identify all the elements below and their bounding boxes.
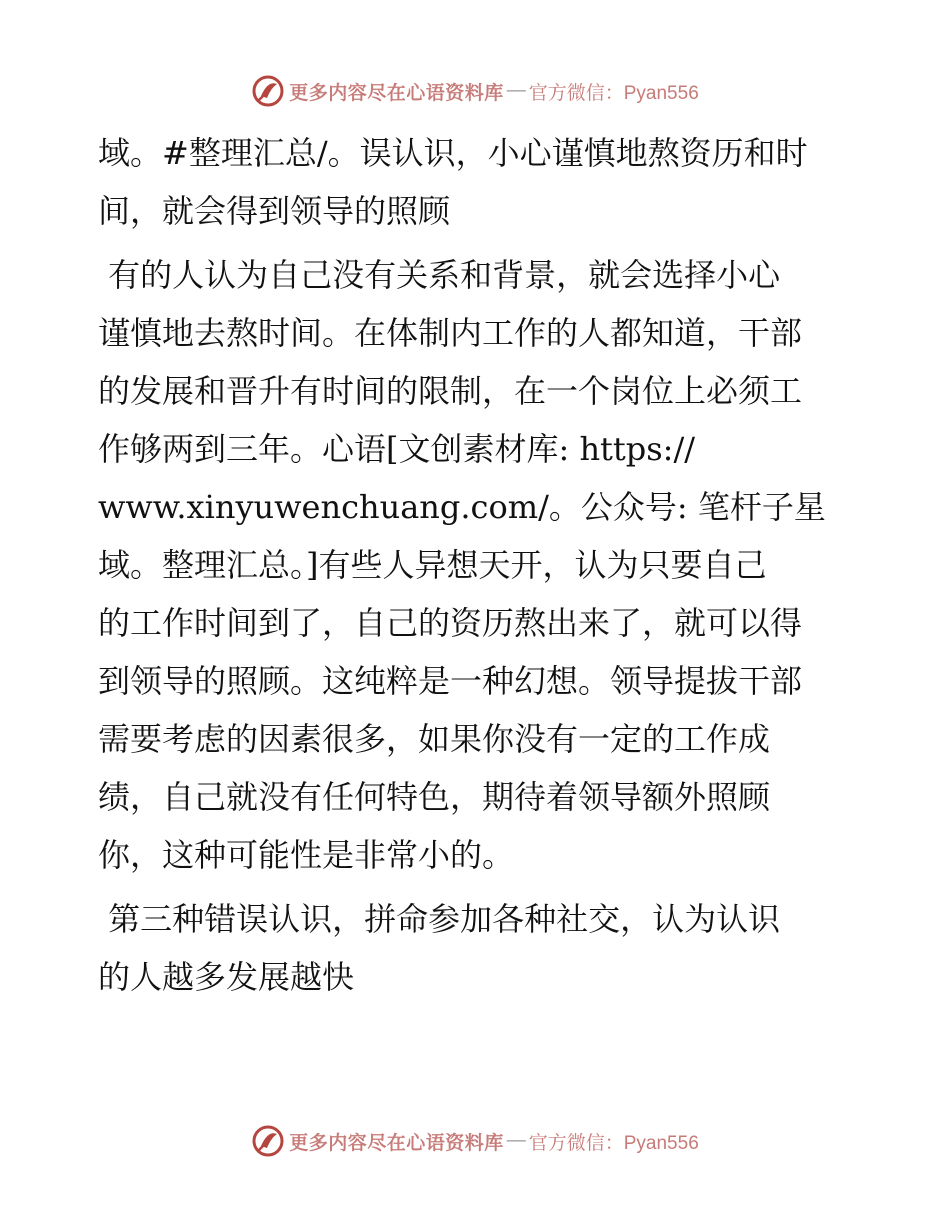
text-line: 第三种错误认识，拼命参加各种社交，认为认识 xyxy=(98,900,781,938)
text-line: 绩，自己就没有任何特色，期待着领导额外照顾 xyxy=(98,778,771,816)
header-brand-text: 更多内容尽在心语资料库 xyxy=(289,82,504,104)
document-body xyxy=(98,124,858,1006)
paragraph-2 xyxy=(98,246,858,884)
footer-wechat-text: 官方微信：Pyan556 xyxy=(528,1132,699,1154)
text-line: 到领导的照顾。这纯粹是一种幻想。领导提拔干部 xyxy=(98,662,803,700)
text-line: 需要考虑的因素很多，如果你没有一定的工作成 xyxy=(98,720,771,758)
text-line: 间，就会得到领导的照顾 xyxy=(98,192,451,230)
text-line: 谨慎地去熬时间。在体制内工作的人都知道，干部 xyxy=(98,314,803,352)
text-line: 的工作时间到了，自己的资历熬出来了，就可以得 xyxy=(98,604,803,642)
brand-logo-icon xyxy=(251,74,285,108)
text-line: 域。整理汇总。]有些人异想天开，认为只要自己 xyxy=(98,546,767,584)
watermark-footer xyxy=(0,1124,950,1158)
header-wechat-text: 官方微信：Pyan556 xyxy=(528,82,699,104)
paragraph-3 xyxy=(98,890,858,1006)
watermark-header xyxy=(0,74,950,108)
text-line: 你，这种可能性是非常小的。 xyxy=(98,836,515,874)
text-line: 的人越多发展越快 xyxy=(98,958,355,996)
text-line: 作够两到三年。心语[文创素材库: https:// xyxy=(98,430,696,468)
text-line: 的发展和晋升有时间的限制，在一个岗位上必须工 xyxy=(98,372,803,410)
paragraph-1 xyxy=(98,124,858,240)
text-line: 有的人认为自己没有关系和背景，就会选择小心 xyxy=(98,256,781,294)
footer-separator: — xyxy=(506,1130,526,1151)
footer-brand-text: 更多内容尽在心语资料库 xyxy=(289,1132,504,1154)
text-line: 域。#整理汇总/。误认识，小心谨慎地熬资历和时 xyxy=(98,134,808,172)
brand-logo-icon xyxy=(251,1124,285,1158)
text-line: www.xinyuwenchuang.com/。公众号: 笔杆子星 xyxy=(98,488,826,526)
header-separator: — xyxy=(506,80,526,101)
